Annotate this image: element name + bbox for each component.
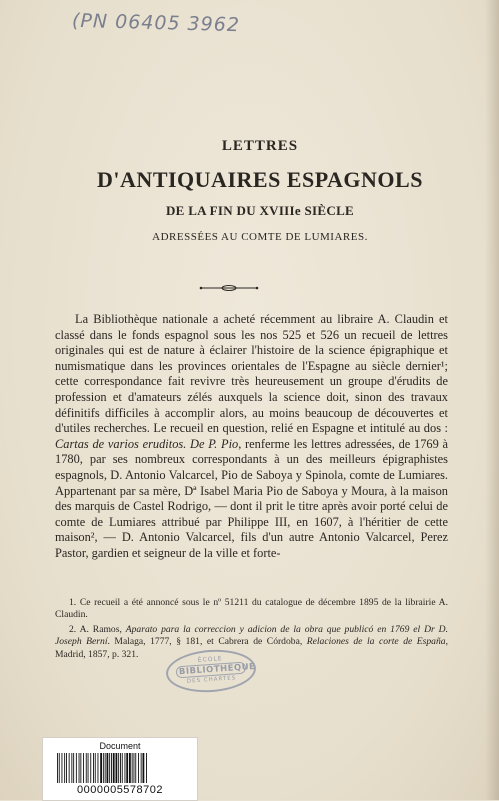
barcode-bar [132,753,133,783]
barcode-bar [69,753,70,783]
stamp-middle-text: BIBLIOTHÈQUE [176,662,247,679]
footnote-2-e: , Madrid, 1857, p. 321. [55,636,448,660]
barcode-bar [105,753,106,783]
barcode-bar [88,753,89,783]
title-line-lettres: LETTRES [221,138,299,154]
barcode-bar [116,753,118,783]
barcode-bar [57,753,58,783]
barcode-bar [73,753,74,783]
footnote-2-b: Aparato para la correccion y adicion de la obra que publicó en 1769 el Dr D. Joseph Berní [55,623,448,648]
stamp-bottom-text: DES CHARTES [186,675,237,685]
barcode-bar [62,753,63,783]
barcode-bar [126,753,128,783]
barcode-bar [120,753,121,783]
stamp-top-text: ÉCOLE [197,655,223,664]
footnote-1: 1. Ce recueil a été annoncé sous le nº 51211 du catalogue de décembre 1895 de la librairie A. Claudin. [55,597,448,621]
barcode-bar [135,753,136,783]
barcode-bar [90,753,91,783]
barcode-bar [95,753,96,783]
barcode-bar [111,753,112,783]
barcode-bar [118,753,119,783]
barcode-bar [141,753,142,783]
barcode-bar [83,753,84,783]
footnote-2-a: 2. A. Ramos, [69,623,126,635]
barcode-bar [80,753,81,783]
handwritten-shelfmark: (PN 06405 3962 [71,9,241,37]
barcode-bar [125,753,126,783]
barcode-bar [122,753,123,783]
footnote-2-c: . Malaga, 1777, § 181, et Cabrera de Córdoba, [107,636,307,648]
barcode-bar [129,753,131,783]
body-paragraph [55,312,448,562]
barcode-bar [134,753,135,783]
barcode-bar [146,753,147,783]
barcode-bar [98,753,99,783]
barcode-bar [138,753,139,783]
barcode-label [42,737,198,801]
barcode-bar [64,753,65,783]
barcode-bar [113,753,115,783]
barcode-bar [79,753,80,783]
barcode-bar [109,753,110,783]
barcode-bar [86,753,87,783]
barcode-bar [93,753,94,783]
title-line-main: D'ANTIQUAIRES ESPAGNOLS [97,167,423,192]
ornament-divider [199,284,259,292]
barcode-bar [143,753,145,783]
page-edge-shadow [485,0,499,800]
body-text-italic-title: Cartas de varios eruditos. De P. Pio [55,436,239,451]
barcode-label-title: Document [99,741,141,751]
barcode-bar [100,753,102,783]
title-line-century: DE LA FIN DU XVIIIe SIÈCLE [165,203,355,218]
title-line-addressee: ADRESSÉES AU COMTE DE LUMIARES. [152,231,368,243]
barcode-bar [59,753,60,783]
barcode-bar [103,753,104,783]
body-text-part2: , renferme les lettres adressées, de 1769 à 1780, par ses nombreux correspondants à un des meilleurs épigraphistes espagnols, D. Antonio Valcarcel, Pio de Saboya y Spinola, comte de Lumiares. Appartenant par sa mère, Dª Isabel Maria Pio de Saboya y Moura, à la maison des marquis de Castel Rodrigo, — dont il prit le titre après avoir porté celui de comte de Lumiares attribué par Philippe III, en 1607, à l'héritier de cette maison², — D. Antonio Valcarcel, fils d'un autre Antonio Valcarcel, Perez Pastor, gardien et seigneur de la ville et forte- [55,436,449,560]
barcode-number: 0000005578702 [76,784,164,796]
barcode-bar [66,753,67,783]
barcode-bar [71,753,72,783]
footnote-2-d: Relaciones de la corte de España [306,636,446,648]
barcode-bar [107,753,109,783]
barcode-bar [76,753,77,783]
barcode-bars [55,753,185,783]
body-text-part1: La Bibliothèque nationale a acheté récemment au libraire A. Claudin et classé dans le fonds espagnol sous les nos 525 et 526 un recueil de lettres originales qui est de nature à éclairer l'histoire de la science épigraphique et numismatique dans les provinces orientales de l'Espagne au siècle dernier¹; cette correspondance fait revivre très heureusement un groupe d'érudits de profession et d'amateurs zélés auxquels la science doit, sinon des travaux définitifs difficiles à accomplir alors, au moins beaucoup de découvertes et d'utiles recherches. Le recueil en question, relié en Espagne et intitulé au dos : [55,312,448,436]
title-block [60,138,460,243]
